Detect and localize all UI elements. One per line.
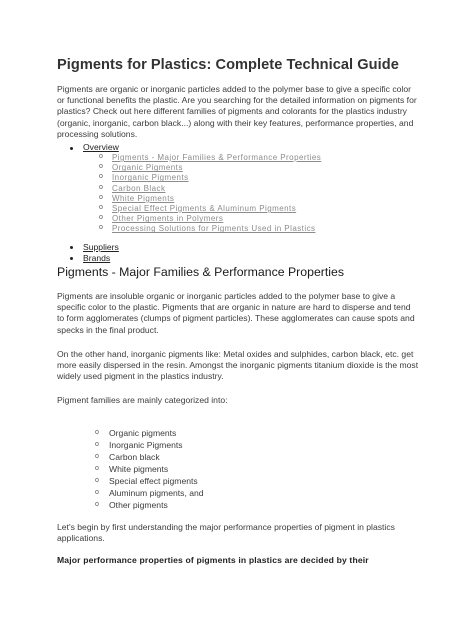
toc-link-processing-solutions[interactable]: Processing Solutions for Pigments Used in Plastics	[112, 224, 316, 234]
toc-item-brands	[57, 253, 417, 264]
toc-sub-item	[83, 214, 417, 224]
list-item: o Other pigments	[57, 499, 204, 511]
list-item: o Aluminum pigments, and	[57, 487, 204, 499]
toc-sub-item	[83, 204, 417, 214]
toc-sub-item	[83, 173, 417, 183]
toc-link-carbon-black[interactable]: Carbon Black	[112, 183, 166, 193]
intro-paragraph: Pigments are organic or inorganic particles added to the polymer base to give a specific color or functional benefits the plastic. Are you searching for the detailed information on pigments for plastics? Check out here different families of pigments and colorants for the plastics industry (organic, inorganic, carbon black...) along with their key features, performance properties, and processing solutions.	[57, 84, 417, 139]
list-item: o Inorganic Pigments	[57, 439, 204, 451]
paragraph-performance-intro: Let's begin by first understanding the major performance properties of pigment in plastics applications.	[57, 522, 395, 544]
toc-item-suppliers	[57, 242, 417, 253]
list-item: o Carbon black	[57, 451, 204, 463]
toc-link-white-pigments[interactable]: White Pigments	[112, 193, 175, 203]
toc-link-brands[interactable]: Brands	[83, 252, 111, 263]
toc-sub-item	[83, 153, 417, 163]
toc-link-inorganic-pigments[interactable]: Inorganic Pigments	[112, 173, 189, 183]
list-item: o White pigments	[57, 463, 204, 475]
bold-lead-in: Major performance properties of pigments in plastics are decided by their	[57, 555, 369, 565]
toc-link-overview[interactable]: Overview	[83, 142, 119, 152]
toc-link-organic-pigments[interactable]: Organic Pigments	[112, 163, 183, 173]
toc-sub-item	[83, 224, 417, 234]
toc-item-overview	[57, 142, 417, 242]
list-item: o Special effect pigments	[57, 475, 204, 487]
toc-sub-item	[83, 184, 417, 194]
paragraph-inorganic: On the other hand, inorganic pigments like: Metal oxides and sulphides, carbon black, etc. get more easily dispersed in the resin. Amongst the inorganic pigments titanium dioxide is the most widely used pigment in the plastics industry.	[57, 349, 419, 382]
toc-link-special-effect[interactable]: Special Effect Pigments & Aluminum Pigments	[112, 204, 297, 214]
toc-sub-list	[83, 153, 417, 235]
page-title: Pigments for Plastics: Complete Technical Guide	[57, 57, 399, 73]
toc-link-other-pigments[interactable]: Other Pigments in Polymers	[112, 214, 224, 224]
pigment-families-list	[57, 427, 204, 511]
toc-link-suppliers[interactable]: Suppliers	[83, 241, 119, 252]
paragraph-insoluble: Pigments are insoluble organic or inorganic particles added to the polymer base to give a specific color to the plastic. Pigments that are organic in nature are hard to disperse and tend to form agglomerates (clumps of pigment particles). These agglomerates can cause spots and specks in the final product.	[57, 291, 415, 335]
toc-sub-item	[83, 163, 417, 173]
list-item: o Organic pigments	[57, 427, 204, 439]
section-heading: Pigments - Major Families & Performance Properties	[57, 265, 345, 279]
table-of-contents	[57, 142, 417, 264]
toc-link-major-families[interactable]: Pigments - Major Families & Performance Properties	[112, 153, 322, 162]
toc-sub-item	[83, 194, 417, 204]
paragraph-families-intro: Pigment families are mainly categorized into:	[57, 395, 228, 405]
